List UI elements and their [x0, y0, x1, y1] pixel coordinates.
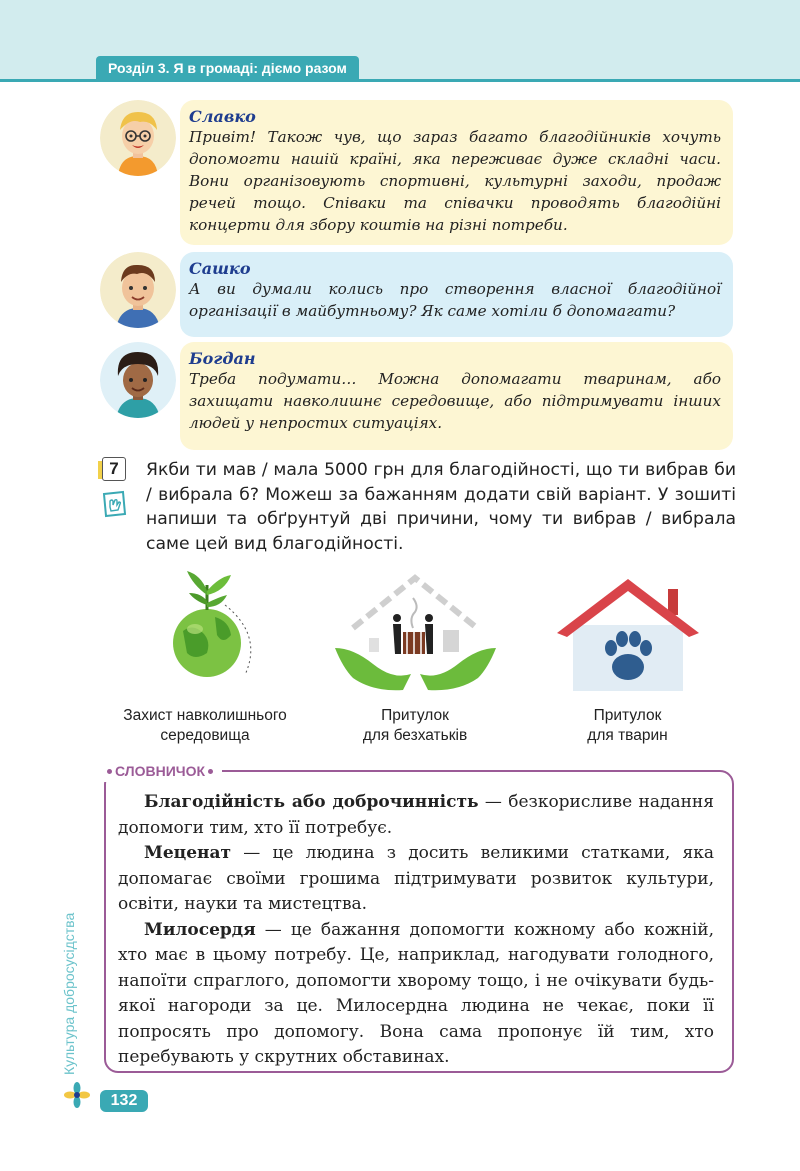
notebook-hand-icon [101, 490, 129, 518]
chapter-title: Розділ 3. Я в громаді: діємо разом [96, 56, 359, 80]
dot-icon [208, 769, 213, 774]
speech-bubble-bohdan [180, 342, 733, 450]
avatar-bohdan [100, 342, 176, 418]
task-text: Якби ти мав / мала 5000 грн для благодійності, що ти вибрав би / вибрала б? Можеш за бажанням додати свій варіант. У зошиті напиши та обґрунтуй дві причини, чому ти вибрав / вибрала саме цей вид благодійності. [146, 460, 736, 554]
glossary-term: Меценат [144, 843, 232, 863]
glossary-definition: — це людина з досить великими статками, яка допомагає своїми грошима підтримувати розвиток культури, освіти, науки та мистецтва. [118, 843, 714, 914]
option-caption-animals [555, 706, 700, 746]
speech-bubble-sashko [180, 252, 733, 337]
caption-line: середовища [160, 727, 250, 744]
glossary-text [118, 790, 714, 1071]
flower-icon [64, 1082, 90, 1108]
speech-bubble-slavko [180, 100, 733, 245]
caption-line: для тварин [587, 727, 668, 744]
glossary-entry [118, 790, 714, 841]
globe-plant-icon [165, 565, 265, 690]
homeless-shelter-icon [333, 568, 498, 693]
speaker-name: Богдан [189, 349, 256, 368]
speech-text: Треба подумати… Можна допомагати тваринам, або захищати навколишнє середовище, або підтримувати інших людей у непростих ситуаціях. [189, 370, 721, 432]
option-caption-environment [100, 706, 310, 746]
caption-line: для безхатьків [362, 727, 468, 744]
page-number: 132 [100, 1090, 148, 1112]
caption-line: Притулок [593, 707, 662, 724]
section-sidebar-label: Культура добросусідства [61, 912, 77, 1075]
caption-line: Притулок [381, 707, 449, 724]
speech-text: Привіт! Також чув, що зараз багато благодійників хочуть допомогти нашій країні, яка переживає дуже складні часи. Вони організовують спортивні, культурні заходи, продаж речей тощо. Співаки та співачки проводять благодійні концерти для збору коштів на різні потреби. [189, 128, 721, 234]
option-caption-homeless [335, 706, 495, 746]
avatar-sashko [100, 252, 176, 328]
glossary-label: СЛОВНИЧОК [115, 763, 206, 779]
animal-shelter-icon [555, 575, 700, 693]
glossary-definition: — безкорисливе надання допомоги тим, хто її потребує. [118, 792, 714, 838]
avatar-slavko [100, 100, 176, 176]
speech-text: А ви думали колись про створення власної благодійної організації в майбутньому? Як саме хотіли б допомагати? [189, 280, 721, 320]
task-number: 7 [102, 457, 126, 481]
glossary-definition: — це бажання допомогти кожному або кожній, хто має в цьому потребу. Це, наприклад, нагодувати голодного, напоїти спраглого, допомогти хворому тощо, і не очікувати будь-якої нагороди за це. Милосердна людина не чекає, поки її попросять про допомогу. Вона сама пропонує їй тим, хто перебувають у скрутних обставинах. [118, 919, 714, 1067]
dot-icon [107, 769, 112, 774]
speaker-name: Сашко [189, 259, 251, 278]
glossary-term: Милосердя [144, 919, 256, 940]
glossary-entry [118, 918, 714, 1071]
glossary-entry [118, 841, 714, 918]
glossary-header [100, 760, 222, 782]
speaker-name: Славко [189, 107, 256, 126]
caption-line: Захист навколишнього [123, 707, 287, 724]
glossary-term: Благодійність або доброчинність [144, 792, 479, 812]
